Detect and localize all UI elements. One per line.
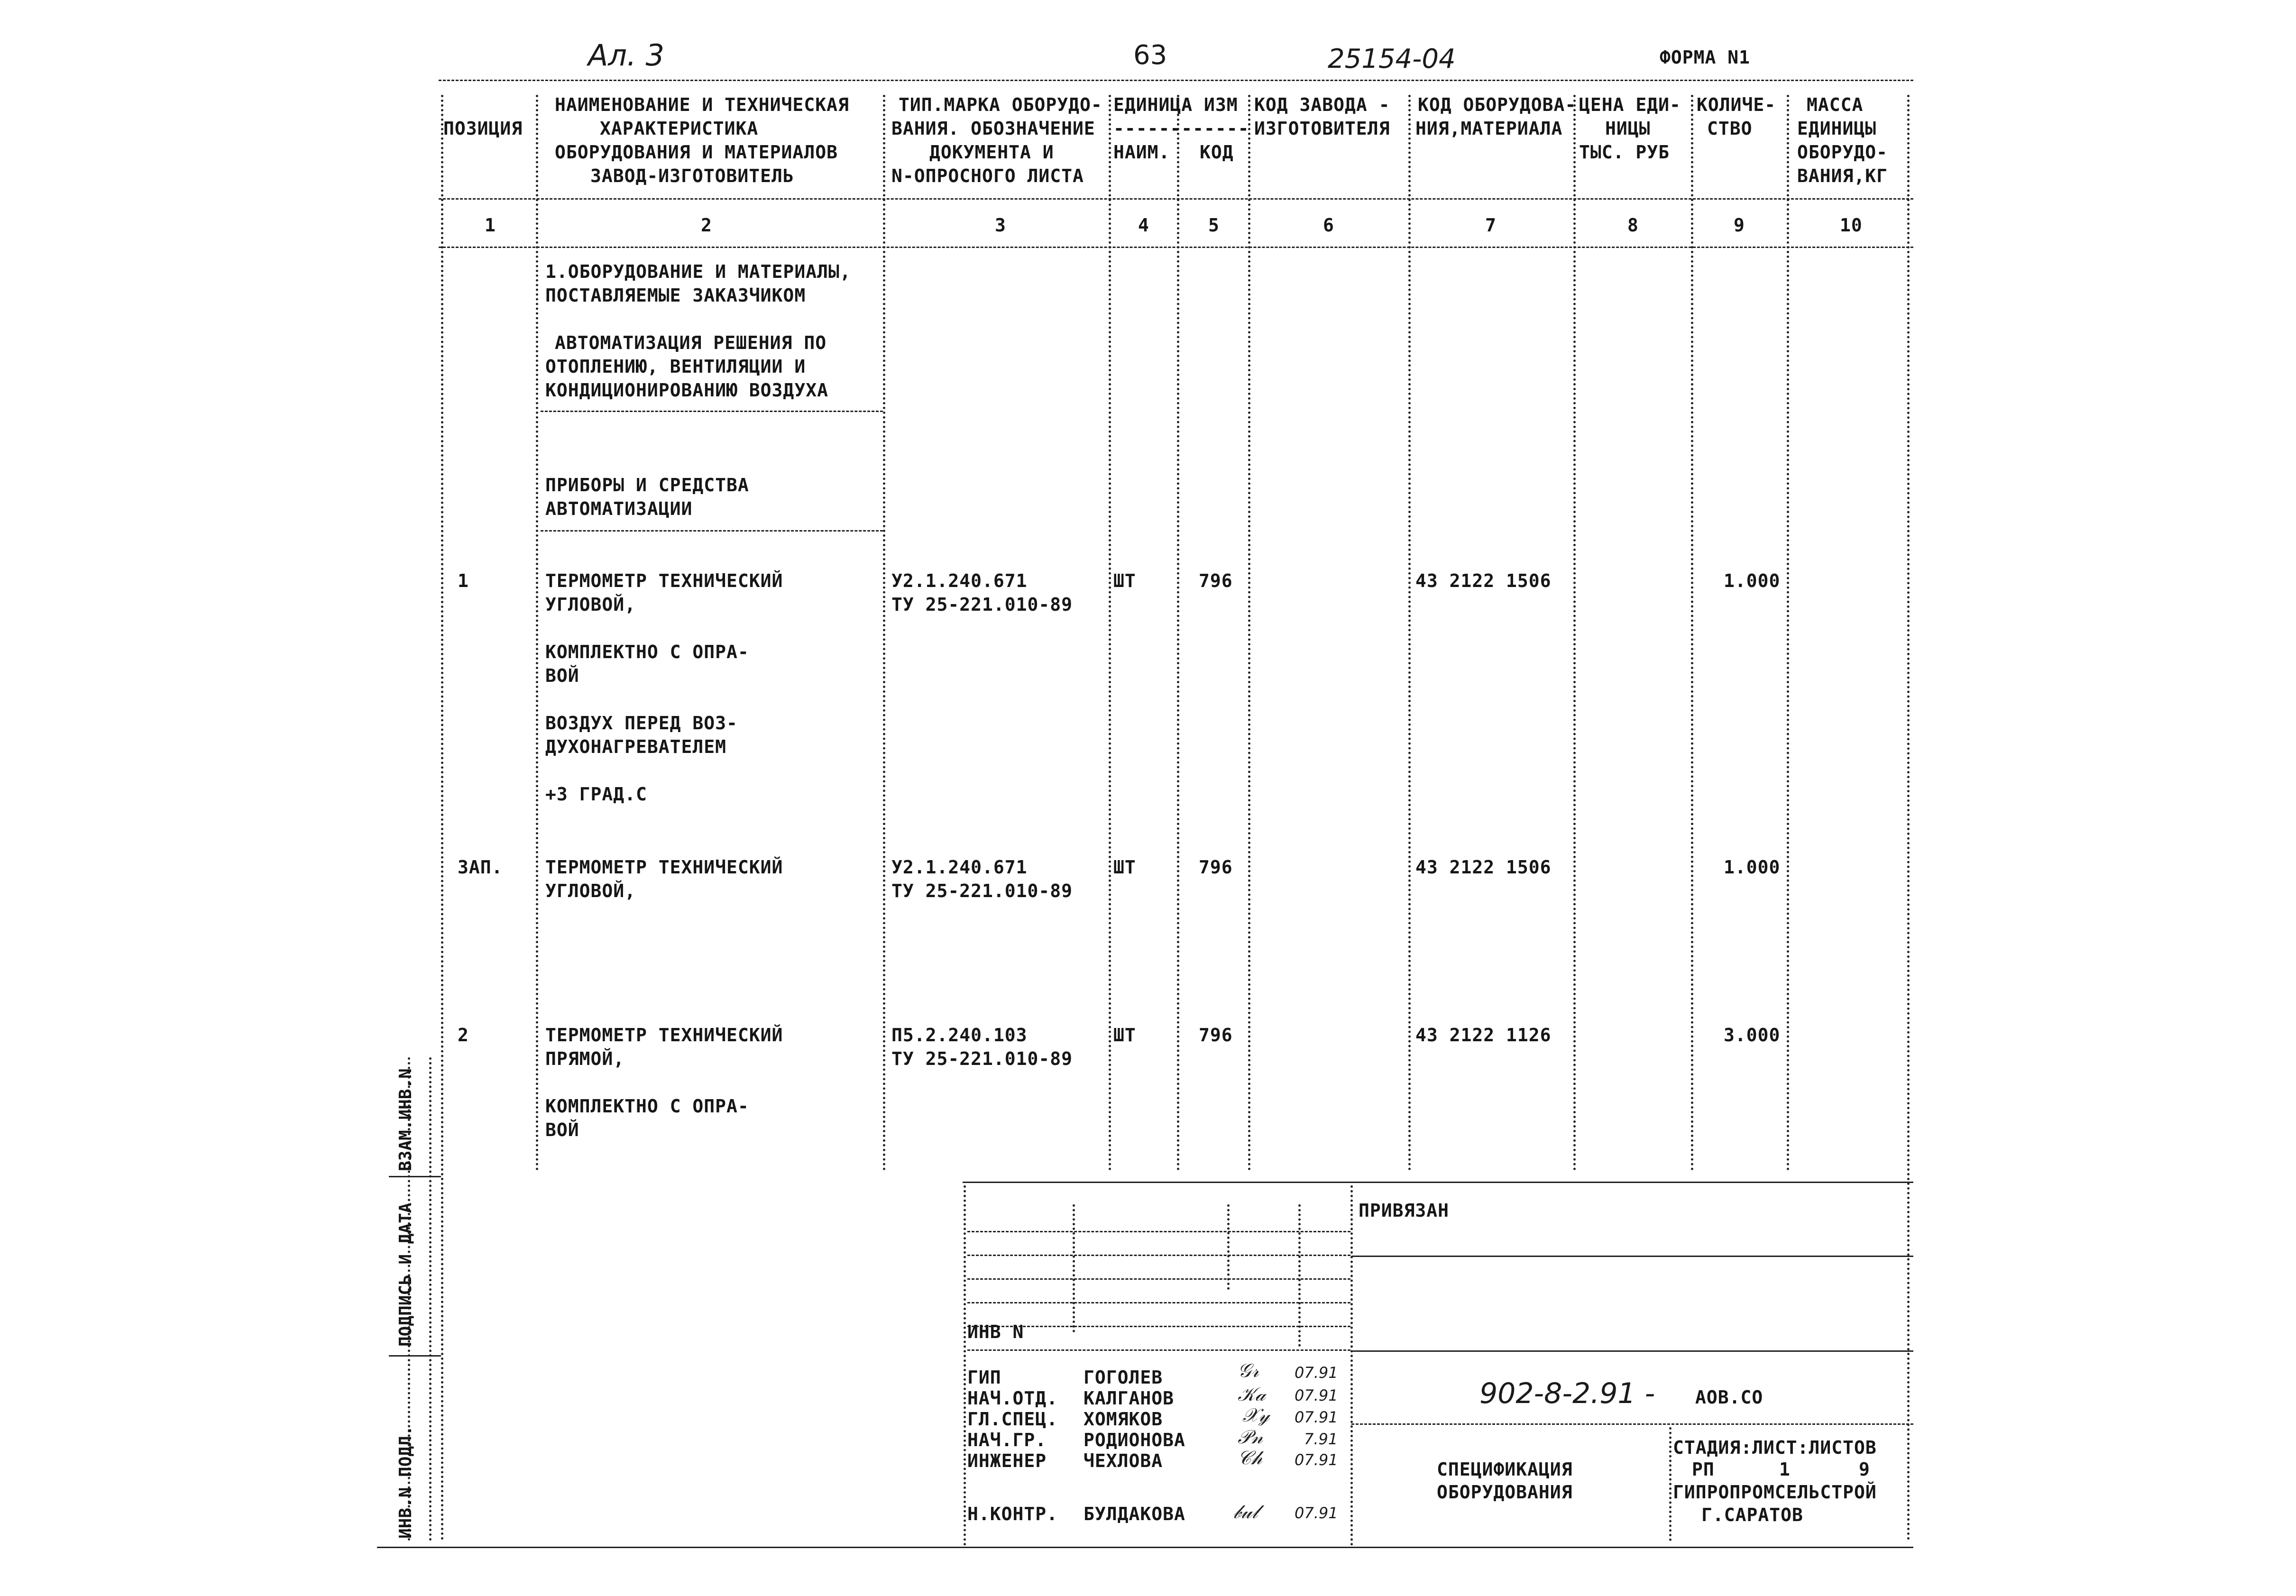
role-nach-gr: НАЧ.ГР.	[967, 1430, 1047, 1450]
row1-unit: ШТ	[1113, 570, 1136, 591]
col-num-3: 3	[995, 215, 1006, 236]
hdr-mass-2: ЕДИНИЦЫ	[1797, 118, 1877, 139]
top-rule	[439, 80, 1913, 81]
row1-pos: 1	[458, 570, 469, 591]
role-inzhener: ИНЖЕНЕР	[967, 1450, 1047, 1471]
row2-qty: 1.000	[1724, 857, 1781, 878]
date-2: 07.91	[1295, 1386, 1338, 1404]
project-code: АОВ.СО	[1695, 1387, 1763, 1408]
hdr-mass-4: ВАНИЯ,КГ	[1797, 165, 1888, 186]
stamp-rule-c	[1351, 1423, 1913, 1425]
row1-equip-code: 43 2122 1506	[1415, 570, 1552, 591]
signature: 𝒢𝓇	[1238, 1360, 1259, 1382]
col-num-4: 4	[1138, 215, 1149, 236]
stamp-left-sep	[964, 1185, 966, 1546]
group-title-1: ПРИБОРЫ И СРЕДСТВА	[545, 475, 749, 495]
col-num-10: 10	[1840, 215, 1863, 236]
stamp-inv: ИНВ N	[967, 1321, 1024, 1342]
col-sep-6	[1408, 95, 1411, 1171]
col-num-1: 1	[485, 215, 496, 236]
col-num-8: 8	[1627, 215, 1639, 236]
stamp-grid-sep	[1298, 1204, 1301, 1347]
hdr-name-3: ОБОРУДОВАНИЯ И МАТЕРИАЛОВ	[555, 142, 838, 163]
hdr-name-2: ХАРАКТЕРИСТИКА	[600, 118, 759, 139]
org-name: ГИПРОПРОМСЕЛЬСТРОЙ	[1673, 1482, 1877, 1503]
signature: 𝒷𝓊𝓁	[1233, 1501, 1258, 1523]
row1-note2-1: ВОЗДУХ ПЕРЕД ВОЗ-	[545, 713, 738, 734]
hdr-equip-1: КОД ОБОРУДОВА-	[1418, 94, 1577, 115]
hdr-qty-2: СТВО	[1707, 118, 1753, 139]
hdr-unit-dash: ------------	[1113, 118, 1249, 139]
date-7: 07.91	[1295, 1504, 1338, 1522]
col-sep-1	[536, 95, 538, 1171]
album-label: Ал. 3	[588, 38, 664, 73]
col-sep-4	[1177, 95, 1179, 1171]
hdr-qty-1: КОЛИЧЕ-	[1697, 94, 1776, 115]
hdr-type-1: ТИП.МАРКА ОБОРУДО-	[899, 94, 1102, 115]
col-num-2: 2	[701, 215, 712, 236]
section-subtitle-1: АВТОМАТИЗАЦИЯ РЕШЕНИЯ ПО	[555, 332, 827, 353]
row2-pos: ЗАП.	[458, 857, 503, 878]
row1-qty: 1.000	[1724, 570, 1781, 591]
page-number: 63	[1133, 40, 1167, 71]
stage-value: РП	[1692, 1459, 1715, 1480]
hdr-unit: ЕДИНИЦА ИЗМ	[1113, 94, 1238, 115]
doc-title-2: ОБОРУДОВАНИЯ	[1437, 1482, 1573, 1503]
col-num-9: 9	[1734, 215, 1745, 236]
stamp-grid-rule	[967, 1302, 1350, 1303]
col-sep-2	[883, 95, 885, 1171]
stamp-grid-sep	[1073, 1204, 1075, 1332]
hdr-type-4: N-ОПРОСНОГО ЛИСТА	[891, 165, 1084, 186]
role-gip: ГИП	[967, 1367, 1001, 1388]
row2-unit: ШТ	[1113, 857, 1136, 878]
hdr-price-3: ТЫС. РУБ	[1579, 142, 1670, 163]
row1-name-1: ТЕРМОМЕТР ТЕХНИЧЕСКИЙ	[545, 570, 783, 591]
row2-name-1: ТЕРМОМЕТР ТЕХНИЧЕСКИЙ	[545, 857, 783, 878]
stamp-grid-rule	[967, 1278, 1350, 1280]
hdr-position: ПОЗИЦИЯ	[443, 118, 523, 139]
date-5: 07.91	[1295, 1451, 1338, 1469]
row1-note1-2: ВОЙ	[545, 665, 579, 686]
stamp-mid-sep	[1350, 1185, 1353, 1546]
role-nach-otd: НАЧ.ОТД.	[967, 1388, 1058, 1409]
col-sep-0	[441, 95, 443, 1541]
group-title-2: АВТОМАТИЗАЦИИ	[545, 498, 693, 519]
stamp-grid-sep	[1227, 1204, 1230, 1290]
doc-code: 25154-04	[1328, 44, 1456, 74]
group-underline	[541, 530, 883, 532]
subtitle-underline	[541, 411, 883, 412]
col-sep-5	[1248, 95, 1250, 1171]
hdr-type-3: ДОКУМЕНТА И	[929, 142, 1054, 163]
side-rule-2	[389, 1355, 441, 1357]
hdr-unit-code: КОД	[1200, 142, 1234, 163]
section-title-1: 1.ОБОРУДОВАНИЕ И МАТЕРИАЛЫ,	[545, 261, 851, 282]
bottom-rule	[377, 1547, 1913, 1548]
signer-rodionova: РОДИОНОВА	[1084, 1430, 1185, 1450]
row3-unit: ШТ	[1113, 1025, 1136, 1046]
row2-type-2: ТУ 25-221.010-89	[891, 881, 1073, 901]
row1-type-2: ТУ 25-221.010-89	[891, 594, 1073, 615]
section-title-2: ПОСТАВЛЯЕМЫЕ ЗАКАЗЧИКОМ	[545, 285, 806, 306]
hdr-name-4: ЗАВОД-ИЗГОТОВИТЕЛЬ	[590, 165, 794, 186]
hdr-price-1: ЦЕНА ЕДИ-	[1579, 94, 1681, 115]
row2-equip-code: 43 2122 1506	[1415, 857, 1552, 878]
signer-chekhlova: ЧЕХЛОВА	[1084, 1450, 1163, 1471]
col-sep-3	[1109, 95, 1111, 1171]
hdr-mass-3: ОБОРУДО-	[1797, 142, 1888, 163]
stamp-privyazan: ПРИВЯЗАН	[1359, 1200, 1450, 1221]
role-n-kontr: Н.КОНТР.	[967, 1504, 1058, 1524]
row3-name-2: ПРЯМОЙ,	[545, 1048, 625, 1069]
date-3: 07.91	[1295, 1408, 1338, 1426]
sheet-value: 1	[1779, 1459, 1791, 1480]
row1-note2-2: ДУХОНАГРЕВАТЕЛЕМ	[545, 736, 727, 757]
side-podpis-data: ПОДПИСЬ И ДАТА	[396, 1202, 415, 1347]
project-number: 902-8-2.91 -	[1479, 1377, 1655, 1410]
row1-unit-code: 796	[1199, 570, 1233, 591]
row2-name-2: УГЛОВОЙ,	[545, 881, 636, 901]
hdr-factory-1: КОД ЗАВОДА -	[1254, 94, 1390, 115]
stamp-grid-rule	[967, 1255, 1350, 1256]
side-inv-podl: ИНВ.N ПОДЛ.	[396, 1425, 415, 1539]
row2-type-1: У2.1.240.671	[891, 857, 1028, 878]
row1-type-1: У2.1.240.671	[891, 570, 1028, 591]
row3-qty: 3.000	[1724, 1025, 1781, 1046]
doc-title-1: СПЕЦИФИКАЦИЯ	[1437, 1459, 1573, 1480]
signer-kalganov: КАЛГАНОВ	[1084, 1388, 1175, 1409]
stamp-grid-rule	[967, 1326, 1350, 1327]
col-num-5: 5	[1208, 215, 1220, 236]
row2-unit-code: 796	[1199, 857, 1233, 878]
row3-unit-code: 796	[1199, 1025, 1233, 1046]
signature: 𝒞𝒽	[1238, 1447, 1263, 1469]
row3-type-2: ТУ 25-221.010-89	[891, 1048, 1073, 1069]
row3-equip-code: 43 2122 1126	[1415, 1025, 1552, 1046]
stamp-rule-b	[1351, 1350, 1913, 1352]
col-sep-10	[1907, 95, 1910, 1541]
hdr-price-2: НИЦЫ	[1605, 118, 1651, 139]
hdr-unit-name: НАИМ.	[1113, 142, 1170, 163]
col-sep-8	[1691, 95, 1693, 1171]
section-subtitle-3: КОНДИЦИОНИРОВАНИЮ ВОЗДУХА	[545, 380, 828, 401]
signature: 𝒳𝓎	[1242, 1404, 1270, 1426]
stamp-top-rule	[963, 1182, 1913, 1183]
hdr-type-2: ВАНИЯ. ОБОЗНАЧЕНИЕ	[891, 118, 1095, 139]
row3-note1-2: ВОЙ	[545, 1119, 579, 1140]
stamp-right-sep	[1669, 1427, 1671, 1541]
signer-gogolev: ГОГОЛЕВ	[1084, 1367, 1163, 1388]
hdr-name-1: НАИМЕНОВАНИЕ И ТЕХНИЧЕСКАЯ	[555, 94, 849, 115]
row3-type-1: П5.2.240.103	[891, 1025, 1028, 1046]
org-city: Г.САРАТОВ	[1701, 1504, 1803, 1525]
side-rule-1	[389, 1176, 441, 1177]
date-4: 7.91	[1304, 1430, 1338, 1448]
row1-name-2: УГЛОВОЙ,	[545, 594, 636, 615]
row1-note3: +3 ГРАД.С	[545, 784, 647, 805]
side-sep-b	[429, 1057, 432, 1541]
section-subtitle-2: ОТОПЛЕНИЮ, ВЕНТИЛЯЦИИ И	[545, 356, 806, 377]
col-num-7: 7	[1485, 215, 1497, 236]
row3-name-1: ТЕРМОМЕТР ТЕХНИЧЕСКИЙ	[545, 1025, 783, 1046]
signer-khomyakov: ХОМЯКОВ	[1084, 1409, 1163, 1430]
col-sep-7	[1573, 95, 1576, 1171]
signature: 𝒦𝒶	[1238, 1384, 1266, 1405]
row3-pos: 2	[458, 1025, 469, 1046]
col-sep-9	[1787, 95, 1789, 1171]
row1-note1-1: КОМПЛЕКТНО С ОПРА-	[545, 642, 749, 662]
stamp-rule-a	[1351, 1256, 1913, 1257]
date-1: 07.91	[1295, 1364, 1338, 1382]
row3-note1-1: КОМПЛЕКТНО С ОПРА-	[545, 1096, 749, 1117]
stage-header: СТАДИЯ:ЛИСТ:ЛИСТОВ	[1673, 1437, 1877, 1458]
stamp-grid-rule	[967, 1231, 1350, 1232]
hdr-mass-1: МАССА	[1807, 94, 1864, 115]
role-gl-spec: ГЛ.СПЕЦ.	[967, 1409, 1058, 1430]
hdr-factory-2: ИЗГОТОВИТЕЛЯ	[1254, 118, 1390, 139]
stamp-grid-rule	[967, 1349, 1350, 1351]
side-vzam-inv: ВЗАМ.ИНВ.N	[396, 1068, 415, 1171]
sheets-value: 9	[1859, 1459, 1870, 1480]
form-label: ФОРМА N1	[1660, 47, 1751, 68]
signature: 𝒫𝓃	[1238, 1426, 1263, 1448]
hdr-equip-2: НИЯ,МАТЕРИАЛА	[1415, 118, 1563, 139]
col-num-6: 6	[1323, 215, 1334, 236]
signer-buldakova: БУЛДАКОВА	[1084, 1504, 1185, 1524]
